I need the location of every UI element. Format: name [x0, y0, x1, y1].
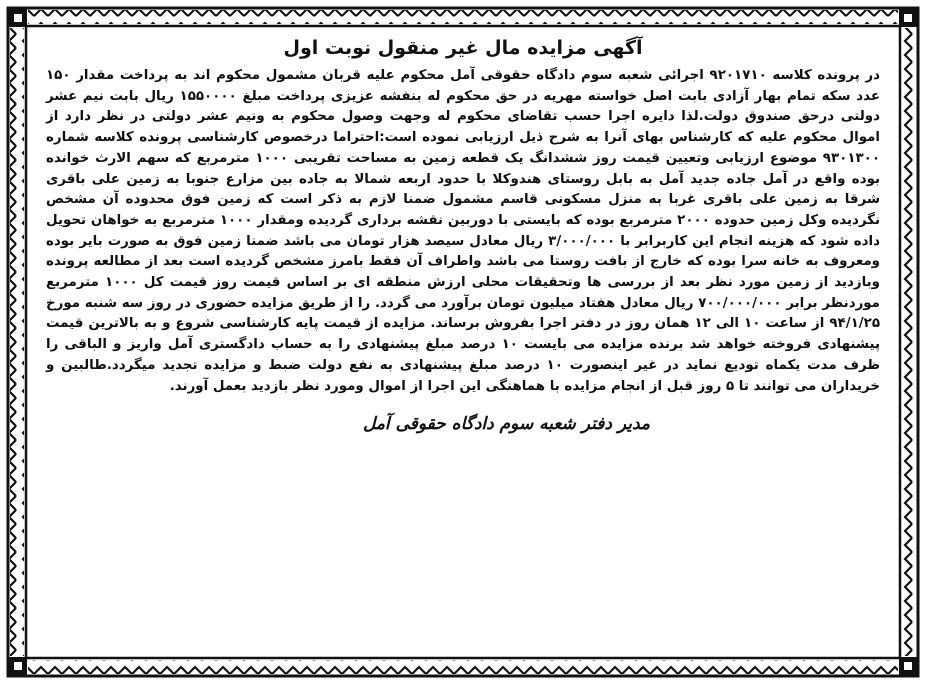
notice-content — [46, 34, 880, 654]
notice-title: آگهی مزایده مال غیر منقول نوبت اول — [283, 37, 643, 59]
notice-frame — [6, 6, 920, 678]
notice-body: در پرونده کلاسه ۹۲۰۱۷۱۰ اجرائی شعبه سوم دادگاه حقوقی آمل محکوم علیه قربان مشمول محکوم اند به پرداخت مقدار ۱۵۰ عدد سکه تمام بهار آزادی بابت اصل خواسته مهریه در حق محکوم له بنفشه عزیزی پرداخت مبلغ ۱۵۵۰۰۰۰ ریال بابت نیم عشر دولتی درحق صندوق دولت.لذا دایره اجرا حسب تقاضای محکوم له وجهت وصول محکوم به ونیم عشر دولتی در نظر دارد از اموال محکوم علیه که کارشناس بهای آنرا به شرح ذیل ارزیابی نموده است:احتراما درخصوص کارشناسی پرونده کلاسه شماره ۹۳۰۱۳۰۰ موضوع ارزیابی وتعیین قیمت روز ششدانگ یک قطعه زمین به مساحت تقریبی ۱۰۰۰ مترمربع که سهم الارث خوانده بوده واقع در آمل جاده جدید آمل به بابل روستای هندوکلا با حدود اربعه شمالا به جاده بین مزارع جنوبا به زمین علی باقری شرقا به زمین علی باقری غربا به منزل مسکونی قاسم مشمول ضمنا لازم به ذکر است که زمین فوق محدوده آن مشخص نگردیده وکل زمین حدوده ۲۰۰۰ مترمربع بوده که بایستی با دوربین نقشه برداری گردیده ومقدار ۱۰۰۰ مترمربع به خواهان تحویل داده شود که هزینه انجام این کاربرابر با ۳/۰۰۰/۰۰۰ ریال معادل سیصد هزار تومان می باشد ضمنا زمین فوق به صورت بایر بوده ومعروف به خانه سرا بوده که خارج از بافت روستا می باشد واطراف آن فقط بامرز مشخص گردیده است بعد از مطالعه پرونده وبازدید از زمین مورد نظر بعد از بررسی ها وتحقیقات محلی ارزش منطقه ای بر اساس قیمت روز قیمت کل ۱۰۰۰ مترمربع موردنظر برابر ۷۰۰/۰۰۰/۰۰۰ ریال معادل هفتاد میلیون تومان برآورد می گردد. را از طریق مزایده حضوری در روز سه شنبه مورخ ۹۴/۱/۲۵ از ساعت ۱۰ الی ۱۲ همان روز در دفتر اجرا بفروش برساند. مزایده از قیمت پایه کارشناسی شروع و به بالاترین قیمت پیشنهادی فروخته خواهد شد برنده مزایده می بایست ۱۰ درصد مبلغ پیشنهادی را به حساب دادگستری آمل واریز و الباقی را ظرف مدت یکماه تودیع نماید در غیر اینصورت ۱۰ درصد مبلغ پیشنهادی به نفع دولت ضبط و مزایده تجدید میگردد.طالبین و خریداران می توانند تا ۵ روز قبل از انجام مزایده با هماهنگی این اجرا از اموال ومورد نظر بازدید بعمل آورند. — [46, 68, 881, 394]
signature: مدیر دفتر شعبه سوم دادگاه حقوقی آمل — [362, 414, 650, 435]
